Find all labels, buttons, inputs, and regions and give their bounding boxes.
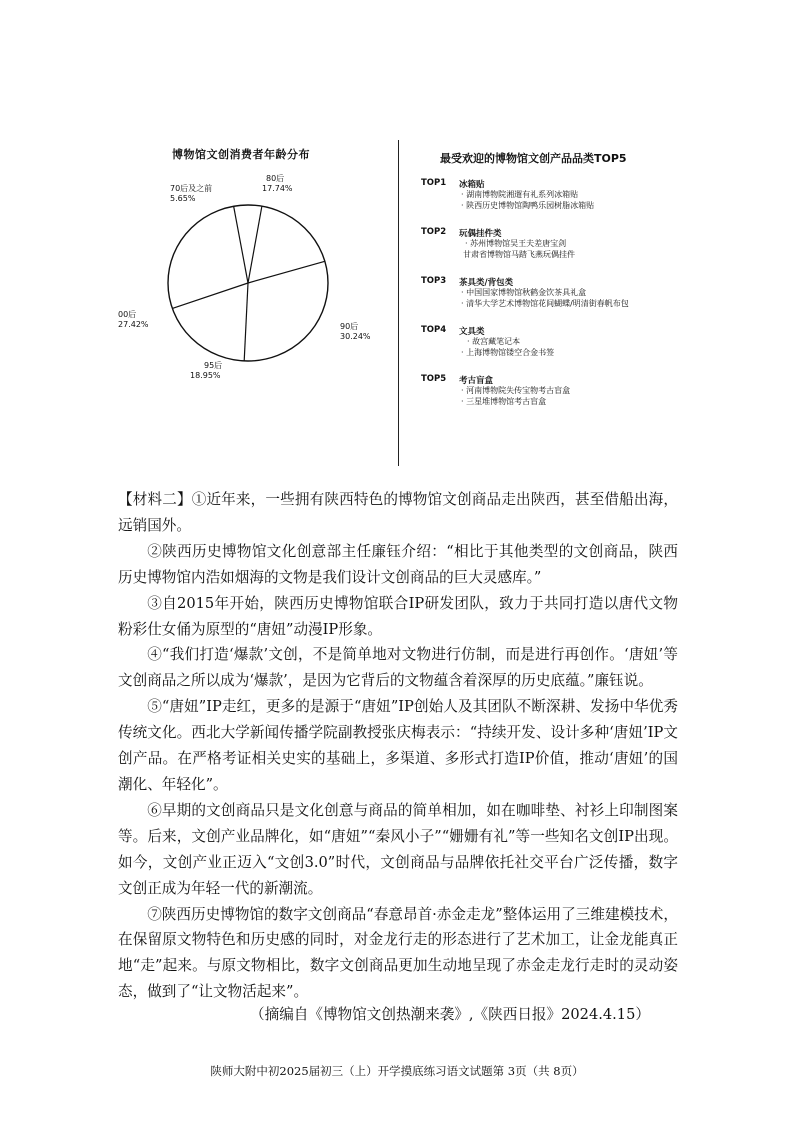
paragraph-1: 【材料二】①近年来，一些拥有陕西特色的博物馆文创商品走出陕西，甚至借船出海，远销国外。 xyxy=(118,491,678,534)
slice-label-95: 95后 18.95% xyxy=(190,361,223,380)
top5-category: 冰箱贴 xyxy=(459,180,485,190)
paragraph-7: ⑦陕西历史博物馆的数字文创商品“春意昂首·赤金走龙”整体运用了三维建模技术，在保留原文物特色和历史感的同时，对金龙行走的形态进行了艺术加工，让金龙能真正地“走”起来。与原文物相比，数字文创商品更加生动地呈现了赤金走龙行走时的灵动姿态，做到了“让文物活起来”。 xyxy=(118,905,678,1001)
column-divider xyxy=(398,140,399,466)
slice-label-70: 70后及之前 5.65% xyxy=(170,184,213,203)
passage-material-two xyxy=(118,487,678,1005)
top5-item xyxy=(421,227,751,276)
top5-rank: TOP2 xyxy=(421,227,447,237)
top5-list xyxy=(421,178,751,423)
top5-item xyxy=(421,276,751,325)
slice-label-90: 90后 30.24% xyxy=(340,322,371,341)
page-footer: 陕师大附中初2025届初三（上）开学摸底练习语文试题第 3页（共 8页） xyxy=(210,1064,584,1078)
top5-category: 考古盲盒 xyxy=(459,376,494,386)
top5-rank: TOP5 xyxy=(421,374,447,384)
top5-products: · 苏州博物馆吴王夫差唐宝剑 甘肃省博物馆马踏飞燕玩偶挂件 xyxy=(463,239,575,259)
top5-rank: TOP3 xyxy=(421,276,447,286)
top5-products: · 故宫藏笔记本 · 上海博物馆镂空合金书签 xyxy=(461,337,555,357)
paragraph-2: ②陕西历史博物馆文化创意部主任廉钰介绍：“相比于其他类型的文创商品，陕西历史博物馆内浩如烟海的文物是我们设计文创商品的巨大灵感库。” xyxy=(118,542,678,586)
paragraph-4: ④“我们打造‘爆款’文创，不是简单地对文物进行仿制，而是进行再创作。‘唐妞’等文创商品之所以成为‘爆款’，是因为它背后的文物蕴含着深厚的历史底蕴。”廉钰说。 xyxy=(118,646,678,690)
pie-chart xyxy=(0,0,400,470)
chart-title: 博物馆文创消费者年龄分布 xyxy=(172,148,310,161)
top5-item xyxy=(421,374,751,423)
top5-products: · 湖南博物院湘遛有礼系列冰箱贴 · 陕西历史博物馆陶鸭乐园树脂冰箱贴 xyxy=(461,190,595,210)
paragraph-5: ⑤“唐妞”IP走红，更多的是源于“唐妞”IP创始人及其团队不断深耕、发扬中华优秀传统文化。西北大学新闻传播学院副教授张庆梅表示：“持续开发、设计多种‘唐妞’IP文创产品。在严格考证相关史实的基础上，多渠道、多形式打造IP价值，推动‘唐妞’的国潮化、年轻化”。 xyxy=(118,698,678,793)
paragraph-6: ⑥早期的文创商品只是文化创意与商品的简单相加，如在咖啡垫、衬衫上印制图案等。后来，文创产业品牌化，如“唐妞”“秦风小子”“姗姗有礼”等一些知名文创IP出现。如今，文创产业正迈入“文创3.0”时代，文创商品与品牌依托社交平台广泛传播，数字文创正成为年轻一代的新潮流。 xyxy=(118,801,678,897)
top5-category: 文具类 xyxy=(459,327,485,337)
top5-item xyxy=(421,325,751,374)
top5-rank: TOP1 xyxy=(421,178,447,188)
slice-label-80: 80后 17.74% xyxy=(262,174,293,193)
top5-products: · 中国国家博物馆秋鹤金饮茶具礼盒 · 清华大学艺术博物馆花间蝴蝶/明清街春帆布包 xyxy=(461,288,629,308)
top5-rank: TOP4 xyxy=(421,325,447,335)
top5-products: · 河南博物院失传宝物考古盲盒 · 三星堆博物馆考古盲盒 xyxy=(461,386,571,406)
figure-area xyxy=(0,0,794,470)
top5-category: 茶具类/背包类 xyxy=(459,278,514,288)
top5-item xyxy=(421,178,751,227)
slice-label-00: 00后 27.42% xyxy=(118,310,149,329)
source-citation: （摘编自《博物馆文创热潮来袭》,《陕西日报》2024.4.15） xyxy=(250,1006,650,1023)
top5-category: 玩偶挂件类 xyxy=(459,229,502,239)
top5-title: 最受欢迎的博物馆文创产品品类TOP5 xyxy=(440,152,627,165)
paragraph-3: ③自2015年开始，陕西历史博物馆联合IP研发团队，致力于共同打造以唐代文物粉彩仕女俑为原型的“唐妞”动漫IP形象。 xyxy=(118,594,678,638)
